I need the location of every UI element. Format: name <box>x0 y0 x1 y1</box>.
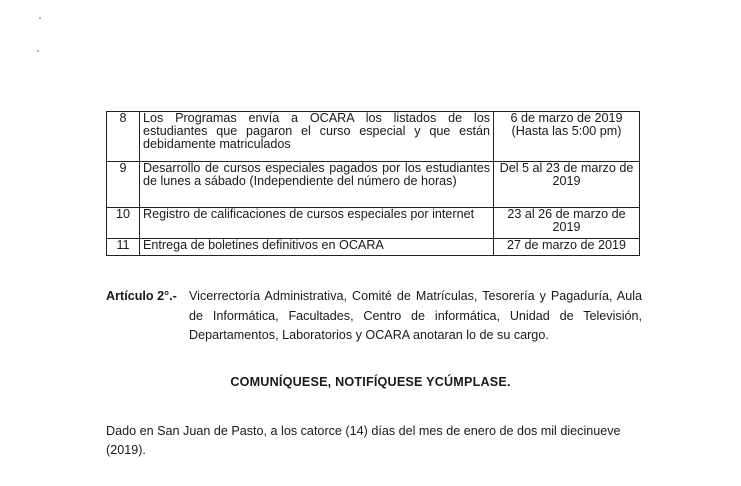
schedule-table <box>106 111 640 256</box>
row-activity: Los Programas envía a OCARA los listados de los estudiantes que pagaron el curso especial y que están debidamente matriculados <box>140 112 494 162</box>
row-date: Del 5 al 23 de marzo de 2019 <box>494 162 640 208</box>
article-2 <box>106 287 642 346</box>
row-date: 27 de marzo de 2019 <box>494 239 640 256</box>
closing-statement: COMUNÍQUESE, NOTIFÍQUESE YCÚMPLASE. <box>230 375 511 389</box>
scan-speck <box>39 17 41 19</box>
table-row <box>107 162 640 208</box>
row-number: 8 <box>107 112 140 162</box>
table-row <box>107 208 640 239</box>
row-activity: Registro de calificaciones de cursos especiales por internet <box>140 208 494 239</box>
row-date: 6 de marzo de 2019 (Hasta las 5:00 pm) <box>494 112 640 162</box>
table-row <box>107 239 640 256</box>
table-row <box>107 112 640 162</box>
row-number: 9 <box>107 162 140 208</box>
row-number: 11 <box>107 239 140 256</box>
article-label: Artículo 2°.- <box>106 289 177 303</box>
issued-statement: Dado en San Juan de Pasto, a los catorce (14) días del mes de enero de dos mil diecinueve (2019). <box>106 424 621 457</box>
row-activity: Entrega de boletines definitivos en OCARA <box>140 239 494 256</box>
row-activity: Desarrollo de cursos especiales pagados por los estudiantes de lunes a sábado (Independiente del número de horas) <box>140 162 494 208</box>
scan-speck <box>37 50 39 52</box>
row-date: 23 al 26 de marzo de 2019 <box>494 208 640 239</box>
article-text: Vicerrectoría Administrativa, Comité de Matrículas, Tesorería y Pagaduría, Aula de Informática, Facultades, Centro de informática, Unidad de Televisión, Departamentos, Laboratorios y OCARA anotaran lo de su cargo. <box>189 289 642 342</box>
row-number: 10 <box>107 208 140 239</box>
